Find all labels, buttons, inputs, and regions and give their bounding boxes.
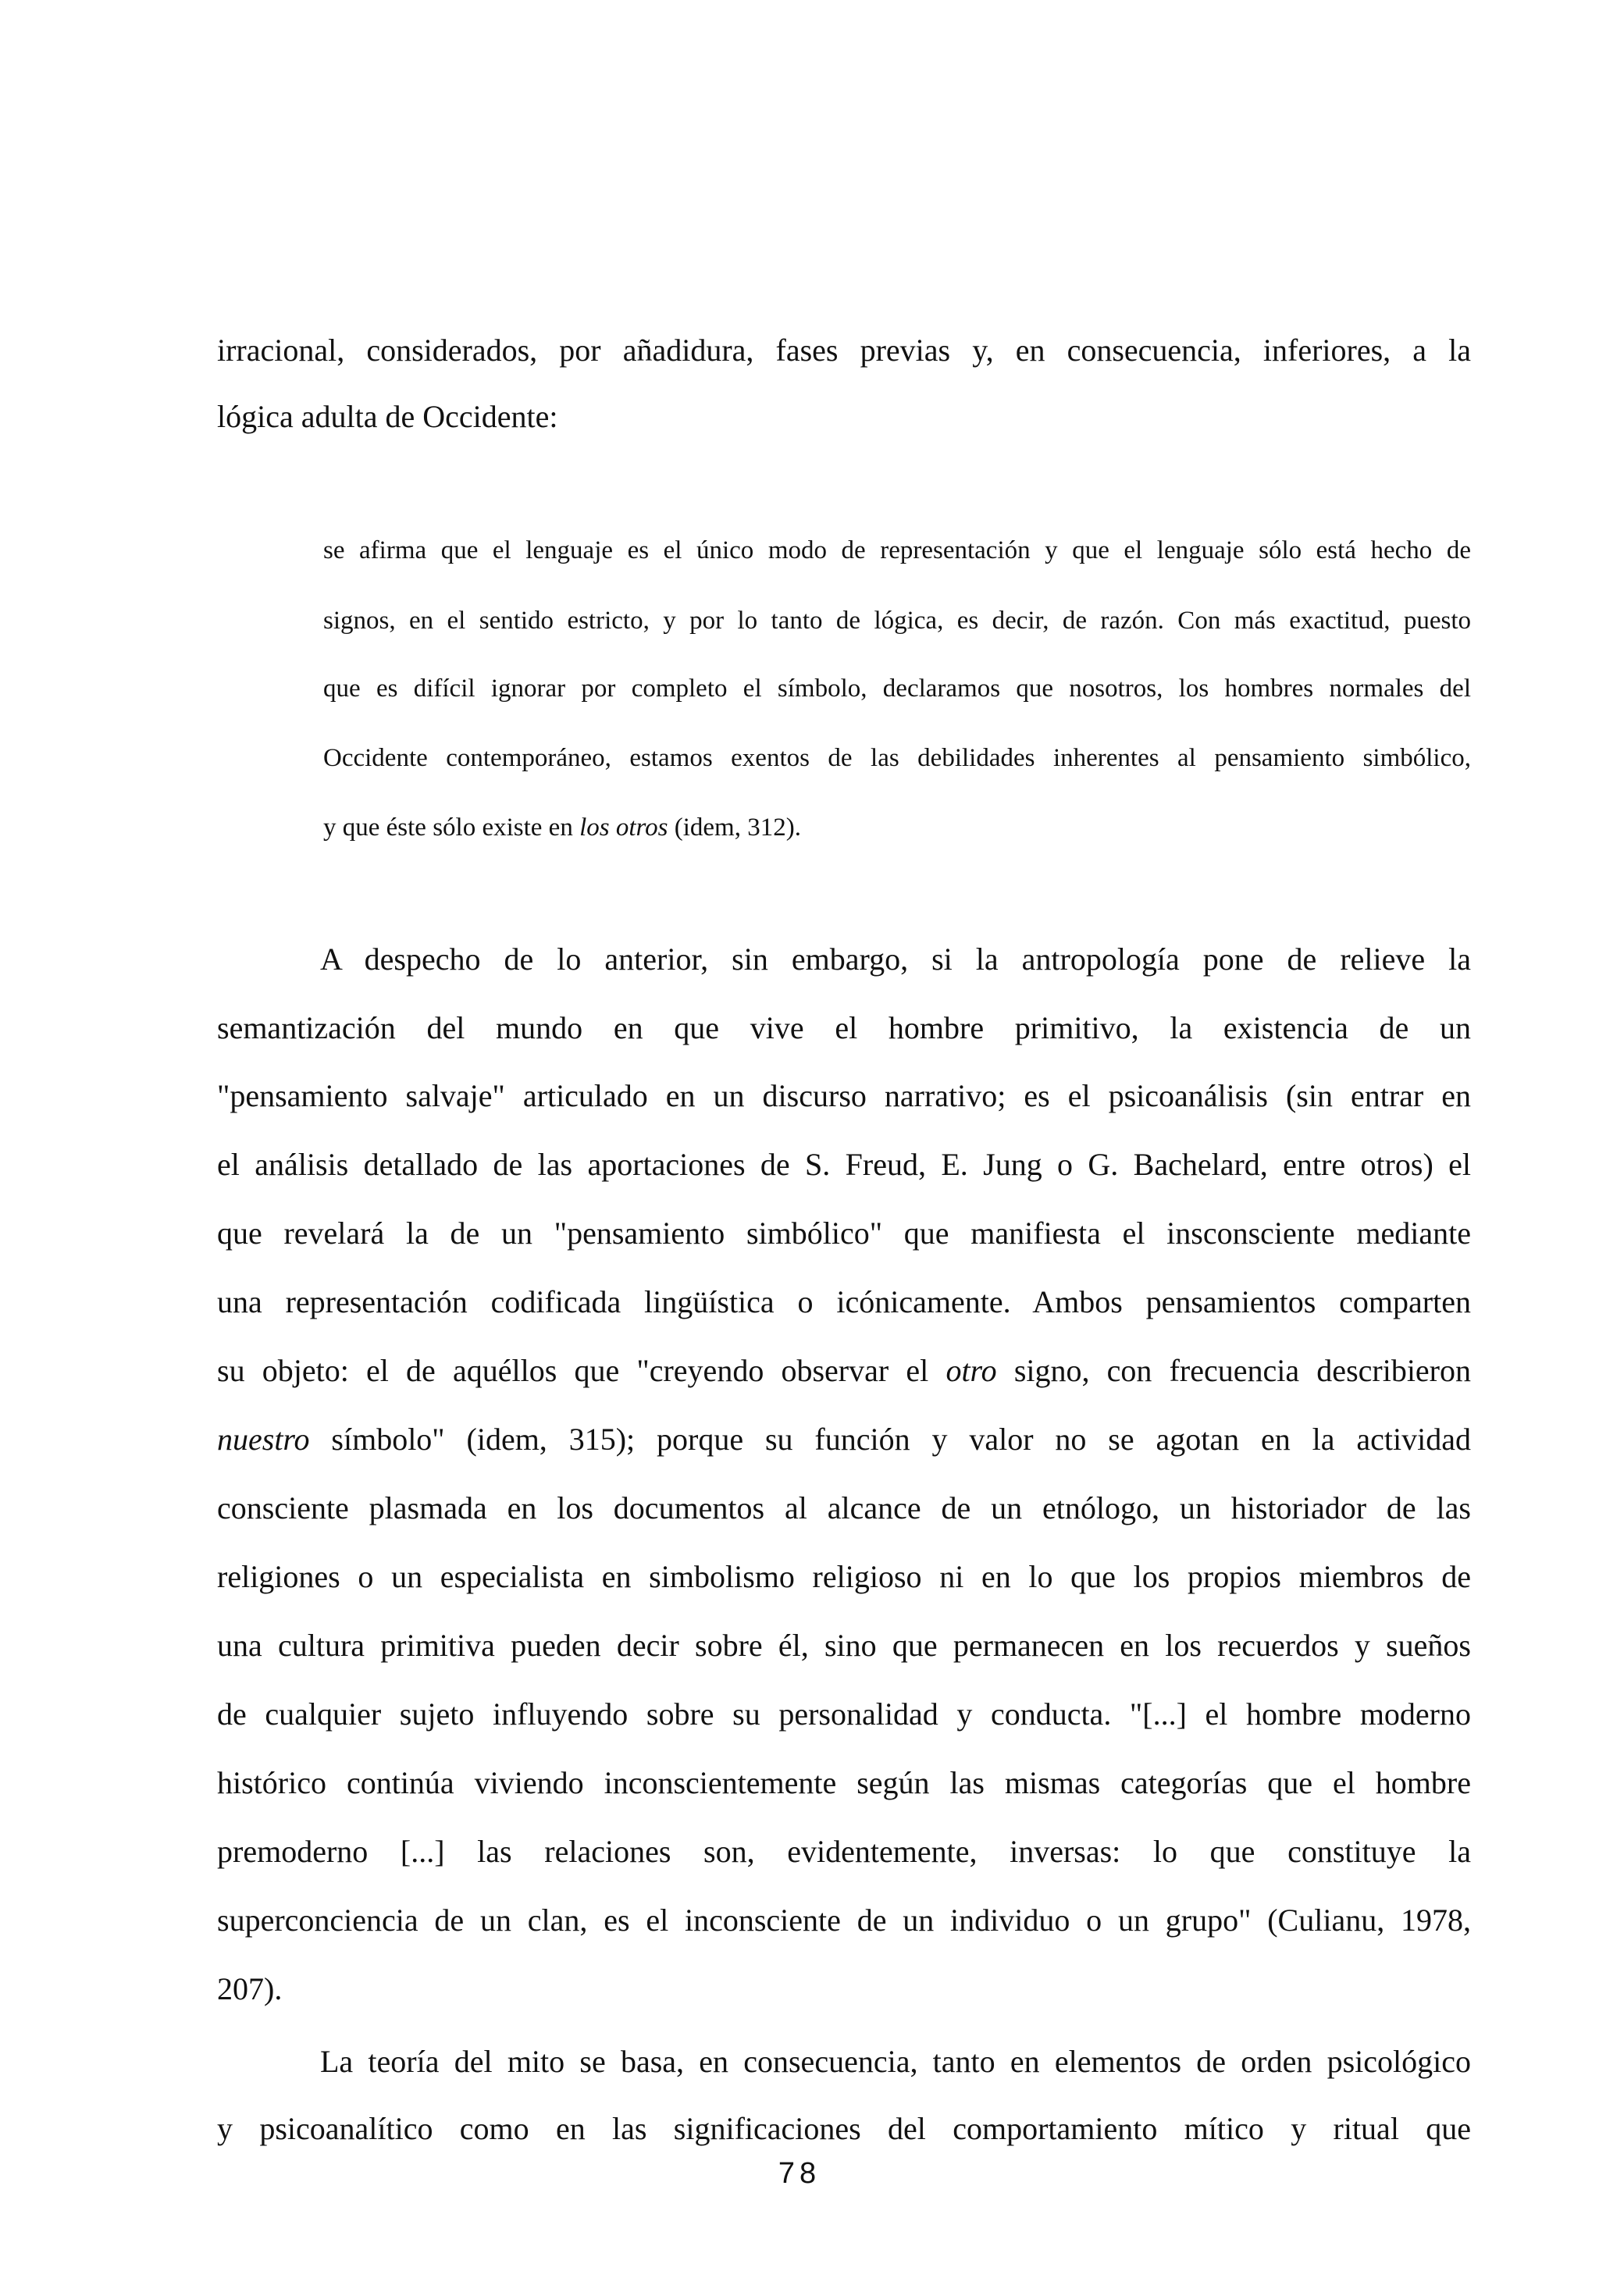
paragraph-line: "pensamiento salvaje" articulado en un discurso narrativo; es el psicoanálisis (sin entrar en xyxy=(217,1078,1471,1113)
paragraph-line xyxy=(217,1352,1471,1390)
paragraph-italic-text: otro xyxy=(946,1353,997,1388)
quote-line: se afirma que el lenguaje es el único modo de representación y que el lenguaje sólo está hecho de xyxy=(323,536,1471,564)
paragraph-line: La teoría del mito se basa, en consecuencia, tanto en elementos de orden psicológico xyxy=(320,2044,1471,2079)
paragraph-text: su objeto: el de aquéllos que "creyendo observar el xyxy=(217,1353,946,1388)
paragraph-line: y psicoanalítico como en las significaciones del comportamiento mítico y ritual que xyxy=(217,2111,1471,2146)
paragraph-text: símbolo" (idem, 315); porque su función y valor no se agotan en la actividad xyxy=(309,1422,1471,1457)
paragraph-line: lógica adulta de Occidente: xyxy=(217,399,558,434)
quote-line: Occidente contemporáneo, estamos exentos de las debilidades inherentes al pensamiento simbólico, xyxy=(323,744,1471,772)
paragraph-line xyxy=(217,1421,1471,1458)
quote-line xyxy=(323,812,801,843)
paragraph-line: de cualquier sujeto influyendo sobre su personalidad y conducta. "[...] el hombre moderno xyxy=(217,1696,1471,1732)
paragraph-text: signo, con frecuencia describieron xyxy=(996,1353,1472,1388)
paragraph-line: irracional, considerados, por añadidura, fases previas y, en consecuencia, inferiores, a la xyxy=(217,333,1471,368)
quote-line: que es difícil ignorar por completo el símbolo, declaramos que nosotros, los hombres normales del xyxy=(323,675,1471,703)
paragraph-line: histórico continúa viviendo inconscientemente según las mismas categorías que el hombre xyxy=(217,1765,1471,1800)
quote-italic-text: los otros xyxy=(579,813,668,842)
paragraph-line: el análisis detallado de las aportaciones de S. Freud, E. Jung o G. Bachelard, entre otros) el xyxy=(217,1147,1471,1182)
paragraph-line: una cultura primitiva pueden decir sobre él, sino que permanecen en los recuerdos y sueños xyxy=(217,1628,1471,1663)
quote-line: signos, en el sentido estricto, y por lo tanto de lógica, es decir, de razón. Con más exactitud, puesto xyxy=(323,607,1471,635)
paragraph-line: 207). xyxy=(217,1971,283,2006)
paragraph-line: religiones o un especialista en simbolismo religioso ni en lo que los propios miembros de xyxy=(217,1559,1471,1594)
paragraph-italic-text: nuestro xyxy=(217,1422,310,1457)
paragraph-line: semantización del mundo en que vive el hombre primitivo, la existencia de un xyxy=(217,1010,1471,1045)
paragraph-line: consciente plasmada en los documentos al alcance de un etnólogo, un historiador de las xyxy=(217,1490,1471,1525)
paragraph-line: premoderno [...] las relaciones son, evidentemente, inversas: lo que constituye la xyxy=(217,1834,1471,1869)
paragraph-line: superconciencia de un clan, es el inconsciente de un individuo o un grupo" (Culianu, 1978, xyxy=(217,1903,1471,1938)
quote-text: (idem, 312). xyxy=(668,813,801,842)
paragraph-line: una representación codificada lingüística o icónicamente. Ambos pensamientos comparten xyxy=(217,1284,1471,1319)
page-number: 78 xyxy=(778,2157,821,2190)
quote-text: y que éste sólo existe en xyxy=(323,813,580,842)
paragraph-line: que revelará la de un "pensamiento simbólico" que manifiesta el insconsciente mediante xyxy=(217,1216,1471,1251)
paragraph-line: A despecho de lo anterior, sin embargo, si la antropología pone de relieve la xyxy=(320,942,1471,977)
